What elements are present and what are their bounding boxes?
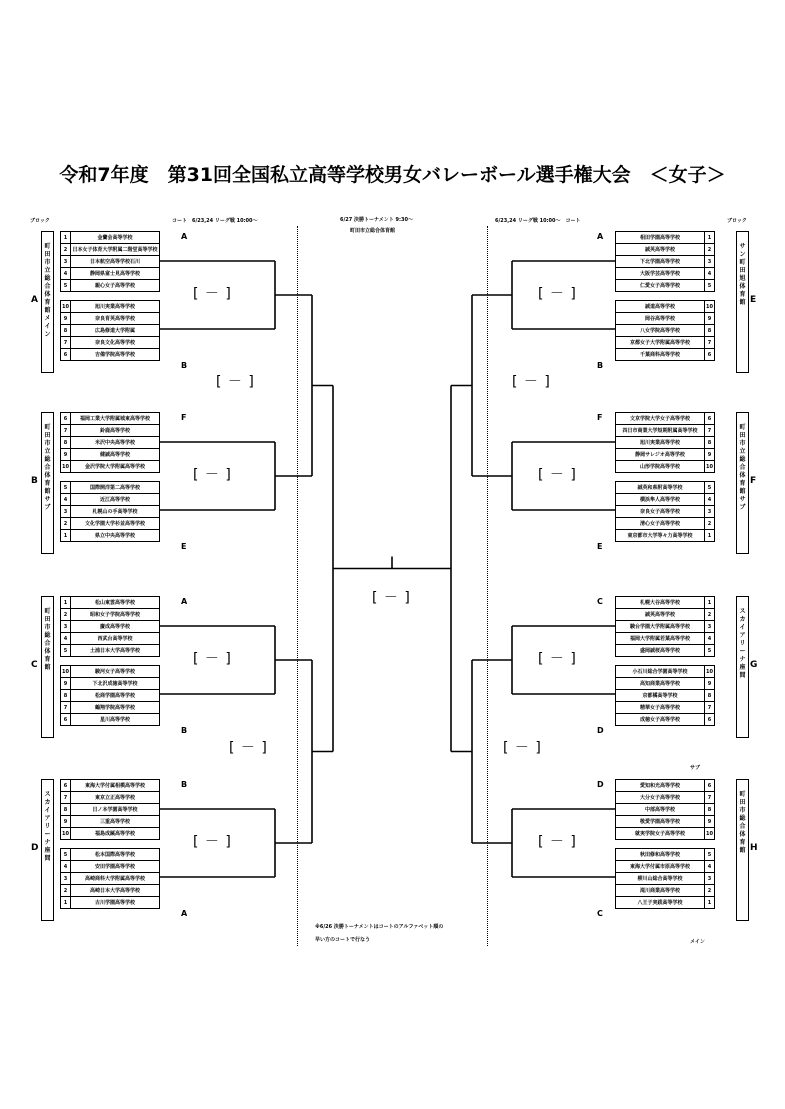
team-name: 慶成高等学校 — [71, 621, 160, 633]
right-group-H-table — [615, 779, 715, 909]
team-seed: 5 — [705, 482, 715, 494]
right-group-F-court-top: F — [597, 413, 603, 422]
team-seed: 4 — [61, 633, 71, 645]
left-group-D-table — [60, 779, 160, 909]
team-seed: 9 — [705, 313, 715, 325]
team-seed: 9 — [61, 313, 71, 325]
team-seed: 10 — [61, 301, 71, 313]
team-seed: 6 — [705, 413, 715, 425]
left-group-D-score: [ － ] — [193, 834, 232, 850]
team-name: 文化学園大学杉並高等学校 — [71, 518, 160, 530]
header-left-court: コート 6/23,24 リーグ戦 10:00～ — [172, 218, 258, 224]
team-seed: 3 — [705, 506, 715, 518]
left-group-B-score: [ － ] — [193, 467, 232, 483]
right-group-G-venue: ス カ イ ア リ ー ナ 座 間 — [739, 608, 746, 679]
team-name: 吉備学院高等学校 — [71, 349, 160, 361]
team-seed: 2 — [61, 885, 71, 897]
team-name: 松山東雲高等学校 — [71, 597, 160, 609]
team-name: 国際開洋第二高等学校 — [71, 482, 160, 494]
team-seed: 3 — [61, 256, 71, 268]
team-seed: 6 — [61, 714, 71, 726]
team-name: 健誠高等学校 — [71, 449, 160, 461]
team-seed: 6 — [61, 349, 71, 361]
team-seed: 2 — [61, 244, 71, 256]
team-name: 駿台学園大学附属高等学校 — [616, 621, 705, 633]
final-score: [ － ] — [372, 589, 411, 606]
team-name: 精華女子高等学校 — [616, 702, 705, 714]
team-seed: 8 — [61, 690, 71, 702]
left-group-B-table — [60, 412, 160, 542]
team-seed: 5 — [61, 849, 71, 861]
team-seed: 4 — [61, 861, 71, 873]
label-main: メイン — [690, 939, 705, 945]
left-group-A-score: [ － ] — [193, 286, 232, 302]
team-seed: 6 — [61, 413, 71, 425]
team-seed: 8 — [61, 804, 71, 816]
team-seed: 2 — [61, 518, 71, 530]
team-name: 福岡工業大学附属城東高等学校 — [71, 413, 160, 425]
right-group-E-venue: サ ン 町 田 旭 体 育 館 — [739, 243, 746, 306]
left-group-A-venue: 町 田 市 立 総 合 体 育 館 メ イ ン — [44, 243, 51, 338]
right-group-G-court-bottom: D — [597, 726, 604, 735]
header-center-line2: 町田市立総合体育館 — [350, 228, 396, 234]
left-group-C-venue: 町 田 市 総 合 体 育 館 — [44, 608, 51, 671]
team-name: 敬愛学園高等学校 — [616, 816, 705, 828]
team-name: 奈良文化高等学校 — [71, 337, 160, 349]
team-seed: 7 — [61, 337, 71, 349]
bottom-note-1: ※6/26 決勝トーナメントはコートのアルファベット順の — [315, 924, 444, 930]
team-seed: 3 — [61, 873, 71, 885]
team-name: 米沢中央高等学校 — [71, 437, 160, 449]
team-name: 文京学院大学女子高等学校 — [616, 413, 705, 425]
right-group-E-block-label: E — [750, 295, 757, 305]
team-seed: 9 — [705, 816, 715, 828]
team-name: 下北学園高等学校 — [616, 256, 705, 268]
team-seed: 7 — [705, 425, 715, 437]
header-left-block: ブロック — [30, 218, 50, 224]
left-group-C-score: [ － ] — [193, 651, 232, 667]
team-name: 誠道高等学校 — [616, 301, 705, 313]
right-group-F-venue: 町 田 市 立 総 合 体 育 館 サ ブ — [739, 424, 746, 511]
right-group-G-table — [615, 596, 715, 726]
team-name: 八女学院高等学校 — [616, 325, 705, 337]
team-name: 奈良女子高等学校 — [616, 506, 705, 518]
team-seed: 6 — [705, 714, 715, 726]
team-seed: 5 — [61, 645, 71, 657]
team-seed: 8 — [705, 437, 715, 449]
team-seed: 1 — [61, 232, 71, 244]
right-group-G-block-label: G — [750, 660, 758, 670]
team-name: 西武台高等学校 — [71, 633, 160, 645]
left-group-C-block-label: C — [31, 660, 38, 670]
team-name: 大阪学芸高等学校 — [616, 268, 705, 280]
left-group-A-court-top: A — [181, 232, 188, 241]
team-name: 山形学院高等学校 — [616, 461, 705, 473]
team-name: 仁愛女子高等学校 — [616, 280, 705, 292]
team-name: 福島成蹊高等学校 — [71, 828, 160, 840]
team-seed: 2 — [705, 609, 715, 621]
team-name: 昭和女子学院高等学校 — [71, 609, 160, 621]
bottom-note-2: 早い方のコートで行なう — [315, 937, 371, 943]
team-seed: 5 — [705, 645, 715, 657]
left-semifinal-score-1: [ － ] — [216, 373, 255, 390]
left-group-B-block-label: B — [31, 476, 38, 486]
header-center-line1: 6/27 決勝トーナメント 9:30～ — [340, 217, 413, 223]
left-group-D-venue: ス カ イ ア リ ー ナ 座 間 — [44, 791, 51, 862]
team-seed: 1 — [705, 232, 715, 244]
team-seed: 8 — [705, 804, 715, 816]
team-seed: 2 — [61, 609, 71, 621]
team-seed: 4 — [705, 494, 715, 506]
team-name: 清心女子高等学校 — [616, 518, 705, 530]
team-seed: 5 — [61, 482, 71, 494]
left-group-D-block-label: D — [31, 843, 39, 853]
team-name: 高知商業高等学校 — [616, 678, 705, 690]
team-name: 誠英高等学校 — [616, 244, 705, 256]
team-seed: 5 — [61, 280, 71, 292]
team-seed: 1 — [61, 597, 71, 609]
left-group-C-court-bottom: B — [181, 726, 188, 735]
left-group-D-court-bottom: A — [181, 909, 188, 918]
team-name: 日本航空高等学校石川 — [71, 256, 160, 268]
left-group-A-block-label: A — [31, 295, 38, 305]
team-name: 柳川山総合高等学校 — [616, 873, 705, 885]
team-seed: 3 — [705, 873, 715, 885]
team-name: 日ノ本学園高等学校 — [71, 804, 160, 816]
team-seed: 9 — [61, 678, 71, 690]
right-group-G-score: [ － ] — [538, 651, 577, 667]
team-name: 福岡大学附属若葉高等学校 — [616, 633, 705, 645]
team-name: 松本国際高等学校 — [71, 849, 160, 861]
right-group-H-block-label: H — [750, 843, 758, 853]
left-group-A-table — [60, 231, 160, 361]
team-seed: 8 — [61, 437, 71, 449]
team-name: 奈良育英高等学校 — [71, 313, 160, 325]
team-name: 静岡サレジオ高等学校 — [616, 449, 705, 461]
team-name: 東京立正高等学校 — [71, 792, 160, 804]
header-right-block: ブロック — [727, 218, 747, 224]
team-seed: 9 — [61, 449, 71, 461]
team-name: 四日市商業大学短期附属高等学校 — [616, 425, 705, 437]
right-group-H-court-top: D — [597, 780, 604, 789]
team-seed: 2 — [705, 244, 715, 256]
team-seed: 9 — [705, 449, 715, 461]
right-group-F-score: [ － ] — [538, 467, 577, 483]
team-seed: 9 — [705, 678, 715, 690]
page-title: 令和7年度 第31回全国私立高等学校男女バレーボール選手権大会 ＜女子＞ — [59, 164, 726, 186]
team-seed: 7 — [705, 702, 715, 714]
left-group-C-table — [60, 596, 160, 726]
right-group-E-table — [615, 231, 715, 361]
team-name: 鶴翔学院高等学校 — [71, 702, 160, 714]
left-group-A-court-bottom: B — [181, 361, 188, 370]
right-group-F-court-bottom: E — [597, 542, 603, 551]
team-seed: 3 — [61, 506, 71, 518]
team-name: 古川学園高等学校 — [71, 897, 160, 909]
team-seed: 10 — [705, 666, 715, 678]
right-group-E-court-top: A — [597, 232, 604, 241]
team-seed: 4 — [61, 494, 71, 506]
team-seed: 6 — [705, 780, 715, 792]
team-seed: 7 — [61, 425, 71, 437]
team-name: 土浦日本大学高等学校 — [71, 645, 160, 657]
left-group-B-court-top: F — [181, 413, 187, 422]
team-seed: 10 — [61, 666, 71, 678]
team-name: 高崎日本大学高等学校 — [71, 885, 160, 897]
left-group-D-court-top: B — [181, 780, 188, 789]
team-seed: 2 — [705, 518, 715, 530]
left-group-B-court-bottom: E — [181, 542, 187, 551]
team-seed: 1 — [61, 530, 71, 542]
team-name: 岡谷高等学校 — [616, 313, 705, 325]
team-seed: 6 — [705, 349, 715, 361]
right-group-E-score: [ － ] — [538, 286, 577, 302]
label-sub: サブ — [690, 765, 701, 771]
team-seed: 10 — [705, 301, 715, 313]
team-seed: 5 — [705, 280, 715, 292]
team-name: 東京都市大学等々力高等学校 — [616, 530, 705, 542]
team-seed: 1 — [61, 897, 71, 909]
team-seed: 7 — [705, 792, 715, 804]
team-name: 下北沢成徳高等学校 — [71, 678, 160, 690]
team-name: 近江高等学校 — [71, 494, 160, 506]
team-name: 京都女子大学附属高等学校 — [616, 337, 705, 349]
team-seed: 10 — [705, 828, 715, 840]
team-seed: 7 — [61, 792, 71, 804]
team-name: 八王子実践高等学校 — [616, 897, 705, 909]
left-group-B-venue: 町 田 市 立 総 合 体 育 館 サ ブ — [44, 424, 51, 511]
team-name: 就実学院女子高等学校 — [616, 828, 705, 840]
team-name: 京都橘高等学校 — [616, 690, 705, 702]
team-name: 広島修道大学附属 — [71, 325, 160, 337]
team-name: 親心女子高等学校 — [71, 280, 160, 292]
team-name: 静岡県富士見高等学校 — [71, 268, 160, 280]
right-group-F-table — [615, 412, 715, 542]
left-semifinal-score-2: [ － ] — [229, 739, 268, 756]
header-right-court: 6/23,24 リーグ戦 10:00～ コート — [495, 218, 581, 224]
team-seed: 3 — [61, 621, 71, 633]
team-seed: 10 — [61, 828, 71, 840]
team-name: 星川高等学校 — [71, 714, 160, 726]
team-seed: 3 — [705, 621, 715, 633]
team-name: 金沢学院大学附属高等学校 — [71, 461, 160, 473]
team-name: 札幌山の手高等学校 — [71, 506, 160, 518]
team-name: 滝川商業高等学校 — [616, 885, 705, 897]
team-name: 日本女子体育大学附属二階堂高等学校 — [71, 244, 160, 256]
team-name: 中部高等学校 — [616, 804, 705, 816]
right-group-G-court-top: C — [597, 597, 603, 606]
team-name: 鈴鹿高等学校 — [71, 425, 160, 437]
right-group-H-court-bottom: C — [597, 909, 603, 918]
team-name: 小石川総合学園高等学校 — [616, 666, 705, 678]
team-seed: 1 — [705, 530, 715, 542]
team-name: 安田学園高等学校 — [71, 861, 160, 873]
team-name: 金蘭会高等学校 — [71, 232, 160, 244]
team-name: 東海大学付属相模高等学校 — [71, 780, 160, 792]
team-seed: 9 — [61, 816, 71, 828]
team-name: 誠英和県附高等学校 — [616, 482, 705, 494]
team-seed: 7 — [705, 337, 715, 349]
team-name: 誠英高等学校 — [616, 609, 705, 621]
team-name: 県立中央高等学校 — [71, 530, 160, 542]
team-name: 三重高等学校 — [71, 816, 160, 828]
team-seed: 8 — [705, 325, 715, 337]
team-name: 高崎商科大学附属高等学校 — [71, 873, 160, 885]
team-name: 盛岡誠桜高等学校 — [616, 645, 705, 657]
right-semifinal-score-1: [ － ] — [512, 373, 551, 390]
team-seed: 4 — [705, 633, 715, 645]
team-seed: 4 — [705, 268, 715, 280]
team-name: 松商学園高等学校 — [71, 690, 160, 702]
left-group-C-court-top: A — [181, 597, 188, 606]
team-name: 札幌大谷高等学校 — [616, 597, 705, 609]
team-seed: 7 — [61, 702, 71, 714]
team-name: 千葉商科高等学校 — [616, 349, 705, 361]
team-seed: 1 — [705, 597, 715, 609]
team-seed: 8 — [705, 690, 715, 702]
team-seed: 5 — [705, 849, 715, 861]
team-seed: 2 — [705, 885, 715, 897]
team-name: 駿河女子高等学校 — [71, 666, 160, 678]
team-seed: 10 — [61, 461, 71, 473]
team-name: 旭川実業高等学校 — [616, 437, 705, 449]
team-name: 成徳女子高等学校 — [616, 714, 705, 726]
team-name: 旭川実業高等学校 — [71, 301, 160, 313]
right-group-F-block-label: F — [750, 476, 757, 486]
team-seed: 4 — [705, 861, 715, 873]
right-group-E-court-bottom: B — [597, 361, 604, 370]
team-name: 愛知和光高等学校 — [616, 780, 705, 792]
team-name: 相田学園高等学校 — [616, 232, 705, 244]
team-seed: 8 — [61, 325, 71, 337]
right-group-H-venue: 町 田 市 総 合 体 育 館 — [739, 791, 746, 854]
team-name: 東海大学付属市原高等学校 — [616, 861, 705, 873]
team-seed: 4 — [61, 268, 71, 280]
team-name: 秋田修和高等学校 — [616, 849, 705, 861]
team-seed: 1 — [705, 897, 715, 909]
team-name: 大分女子高等学校 — [616, 792, 705, 804]
right-semifinal-score-2: [ － ] — [503, 739, 542, 756]
team-seed: 10 — [705, 461, 715, 473]
right-group-H-score: [ － ] — [538, 834, 577, 850]
team-seed: 6 — [61, 780, 71, 792]
team-name: 横浜隼人高等学校 — [616, 494, 705, 506]
team-seed: 3 — [705, 256, 715, 268]
